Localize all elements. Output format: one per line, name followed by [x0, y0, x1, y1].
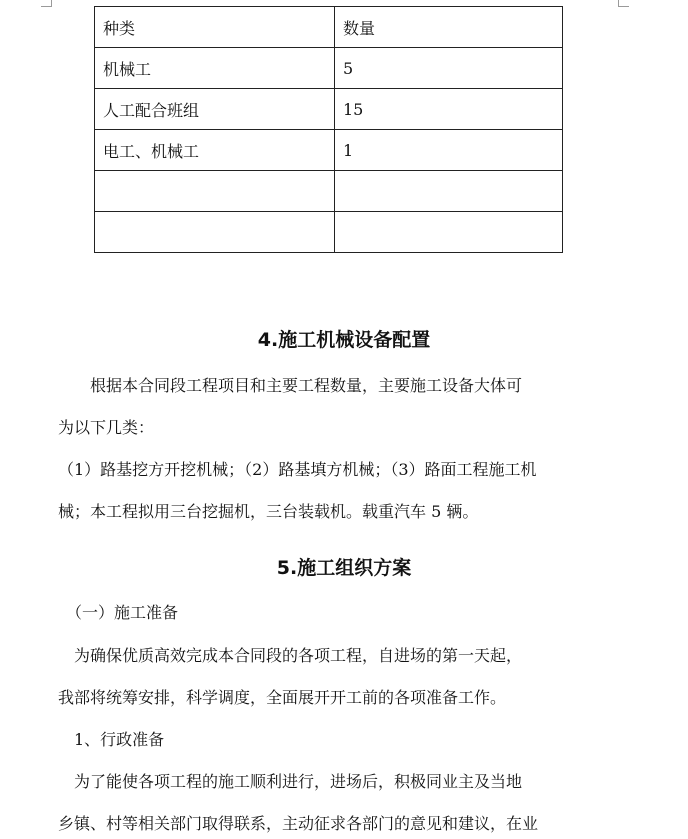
section-5-paragraph-line: 我部将统筹安排，科学调度，全面展开开工前的各项准备工作。: [58, 688, 507, 707]
table-row: [95, 48, 563, 89]
table-row: [95, 171, 563, 212]
table-row: [95, 89, 563, 130]
staff-table: [94, 6, 563, 253]
table-cell: [95, 171, 335, 212]
section-4-paragraph-line: 为以下几类：: [58, 418, 155, 437]
section-4-paragraph-line: 根据本合同段工程项目和主要工程数量，主要施工设备大体可: [58, 376, 523, 395]
table-cell: 电工、机械工: [95, 130, 335, 171]
section-5-paragraph-line: 为确保优质高效完成本合同段的各项工程，自进场的第一天起，: [58, 646, 523, 665]
page-corner-mark-left: [41, 0, 52, 7]
table-cell: 1: [335, 130, 563, 171]
table-header-cell: 数量: [335, 7, 563, 48]
subsection-heading: 1、行政准备: [58, 730, 165, 749]
table-row: [95, 130, 563, 171]
table-cell: 15: [335, 89, 563, 130]
table-cell: [95, 212, 335, 253]
table-row: [95, 212, 563, 253]
table-cell: [335, 212, 563, 253]
table-cell: 人工配合班组: [95, 89, 335, 130]
table-cell: 5: [335, 48, 563, 89]
subsection-heading: （一）施工准备: [58, 603, 179, 622]
section-5-paragraph-line: 乡镇、村等相关部门取得联系，主动征求各部门的意见和建议，在业: [58, 814, 539, 833]
section-5-heading: 5.施工组织方案: [276, 557, 412, 579]
section-5-paragraph-line: 为了能使各项工程的施工顺利进行，进场后，积极同业主及当地: [58, 772, 523, 791]
section-4-paragraph-line: 械；本工程拟用三台挖掘机，三台装载机。载重汽车 5 辆。: [58, 502, 479, 521]
page-corner-mark-right: [618, 0, 629, 7]
table-row: [95, 7, 563, 48]
section-4-heading: 4.施工机械设备配置: [257, 329, 431, 351]
table-cell: [335, 171, 563, 212]
table-header-cell: 种类: [95, 7, 335, 48]
table-cell: 机械工: [95, 48, 335, 89]
section-4-paragraph-line: （1）路基挖方开挖机械；（2）路基填方机械；（3）路面工程施工机: [58, 460, 537, 479]
